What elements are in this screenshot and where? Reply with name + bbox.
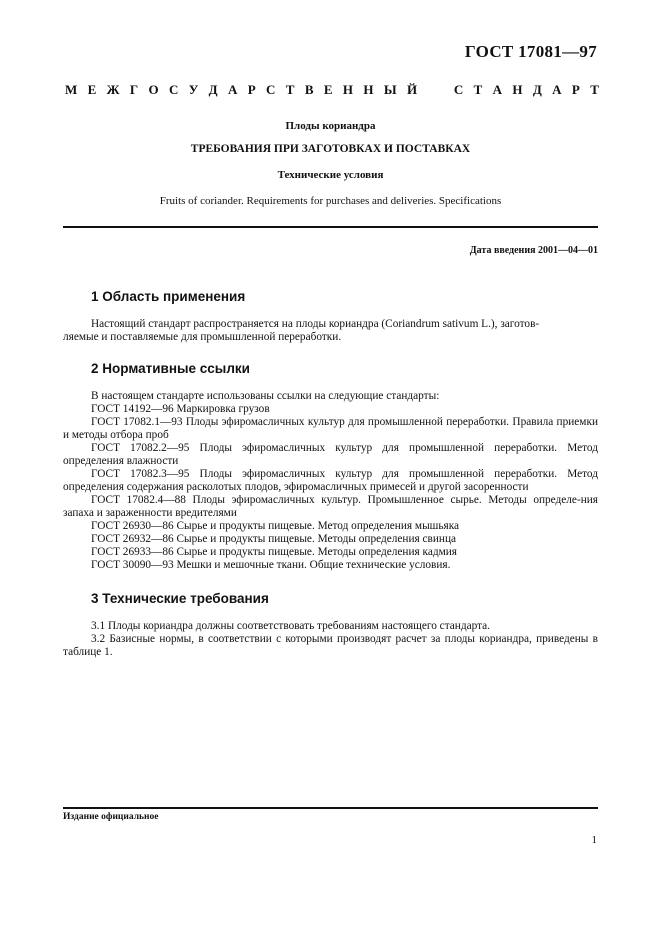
- letter: А: [492, 82, 502, 97]
- letter: Р: [247, 82, 256, 97]
- letter: С: [453, 82, 464, 97]
- section1-line: ляемые и поставляемые для промышленной переработки.: [63, 331, 342, 343]
- letter: Е: [323, 82, 333, 97]
- letter: С: [266, 82, 276, 97]
- reference-item: ГОСТ 14192—96 Маркировка грузов: [91, 403, 270, 415]
- reference-item: ГОСТ 26930—86 Сырье и продукты пищевые. Метод определения мышьяка: [91, 520, 460, 532]
- letter: Е: [87, 82, 97, 97]
- section1-heading: 1 Область применения: [91, 289, 246, 304]
- letter: Г: [129, 82, 139, 97]
- letter: Т: [285, 82, 295, 97]
- section2-body: [63, 390, 598, 572]
- page-number: 1: [591, 834, 597, 846]
- section3-body: [63, 620, 598, 659]
- letter: У: [188, 82, 199, 97]
- reference-item: ГОСТ 30090—93 Мешки и мешочные ткани. Общие технические условия.: [91, 559, 451, 571]
- letter: Ж: [106, 82, 120, 97]
- letter: А: [227, 82, 238, 97]
- footer-divider: [63, 807, 598, 809]
- reference-item: ГОСТ 17082.2—95 Плоды эфиромасличных культур для промышленной переработки. Метод определения влажности: [63, 442, 598, 467]
- letter: Н: [363, 82, 374, 97]
- section1-body: [63, 318, 598, 344]
- letter: В: [304, 82, 314, 97]
- letter: Д: [208, 82, 218, 97]
- section1-line: Настоящий стандарт распространяется на плоды кориандра (Coriandrum sativum L.), заготов-: [91, 318, 540, 330]
- letter: С: [169, 82, 179, 97]
- letter: Т: [473, 82, 483, 97]
- title-subject: Плоды кориандра: [285, 120, 376, 132]
- letter: Н: [342, 82, 354, 97]
- interstate-heading: [65, 82, 599, 98]
- section2-heading: 2 Нормативные ссылки: [91, 361, 250, 376]
- reference-item: ГОСТ 17082.3—95 Плоды эфиромасличных культур для промышленной переработки. Метод определения содержания расколотых плодов, эфиромасличных примесей и другой засоренности: [63, 468, 598, 493]
- reference-item: ГОСТ 26933—86 Сырье и продукты пищевые. Методы определения кадмия: [91, 546, 457, 558]
- letter: А: [552, 82, 562, 97]
- letter: О: [148, 82, 159, 97]
- title-kind: Технические условия: [277, 169, 384, 181]
- letter: М: [65, 82, 78, 97]
- standard-id: ГОСТ 17081—97: [464, 42, 597, 61]
- letter: Д: [532, 82, 542, 97]
- title-divider: [63, 226, 598, 228]
- edition-label: Издание официальное: [63, 812, 159, 822]
- section2-intro: В настоящем стандарте использованы ссылки на следующие стандарты:: [91, 390, 440, 402]
- letter: Й: [406, 82, 418, 97]
- title-main: ТРЕБОВАНИЯ ПРИ ЗАГОТОВКАХ И ПОСТАВКАХ: [190, 143, 471, 155]
- letter: Р: [571, 82, 580, 97]
- intro-date: Дата введения 2001—04—01: [469, 245, 598, 256]
- letter: Ы: [383, 82, 397, 97]
- section3-heading: 3 Технические требования: [91, 591, 269, 606]
- title-english: Fruits of coriander. Requirements for purchases and deliveries. Specifications: [159, 195, 502, 207]
- reference-item: ГОСТ 17082.1—93 Плоды эфиромасличных культур для промышленной переработки. Правила приемки и методы отбора проб: [63, 416, 598, 441]
- clause-3-2: 3.2 Базисные нормы, в соответствии с которыми производят расчет за плоды кориандра, приведены в таблице 1.: [63, 633, 598, 658]
- reference-item: ГОСТ 17082.4—88 Плоды эфиромасличных культур. Промышленное сырье. Методы определе-ния запаха и зараженности вредителями: [63, 494, 598, 519]
- word-gap: [427, 82, 443, 98]
- clause-3-1: 3.1 Плоды кориандра должны соответствовать требованиям настоящего стандарта.: [91, 620, 491, 632]
- letter: Н: [512, 82, 523, 97]
- letter: Т: [590, 82, 599, 97]
- reference-item: ГОСТ 26932—86 Сырье и продукты пищевые. Методы определения свинца: [91, 533, 457, 545]
